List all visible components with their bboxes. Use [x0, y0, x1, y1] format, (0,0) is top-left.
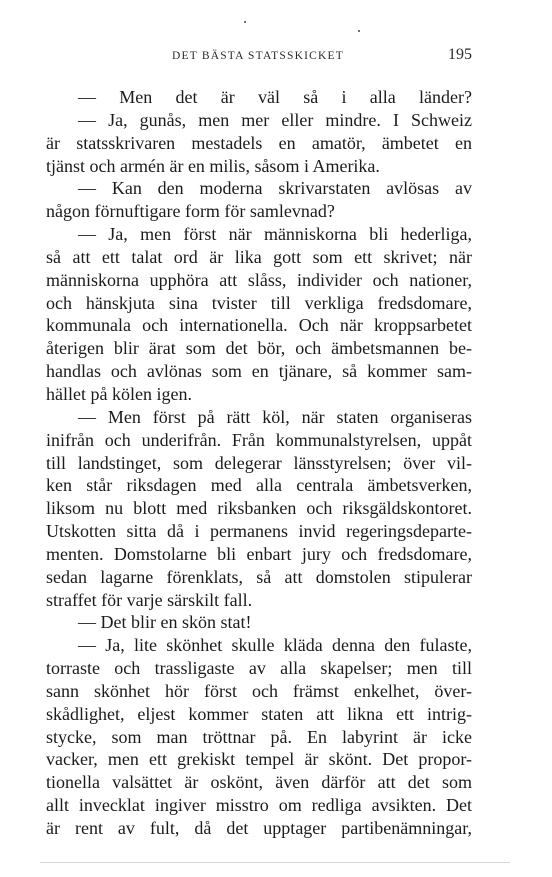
- text-line: inifrån och underifrån. Från kommunalstyrelsen, uppåt: [46, 429, 472, 450]
- text-line: — Ja, gunås, men mer eller mindre. I Schweiz: [78, 109, 472, 130]
- text-line: vacker, men ett grekiskt tempel är skönt. Det propor-: [46, 749, 472, 770]
- text-line: tionella valsättet är oskönt, även därför att det som: [46, 772, 472, 793]
- text-line: hället på kölen igen.: [46, 383, 192, 404]
- text-line: sann skönhet hör först och främst enkelhet, över-: [46, 680, 472, 701]
- body-text: [46, 86, 472, 840]
- text-line: — Men först på rätt köl, när staten organiseras: [78, 406, 472, 427]
- text-line: tjänst och armén är en milis, såsom i Amerika.: [46, 155, 380, 176]
- text-line: — Ja, lite skönhet skulle kläda denna den fulaste,: [78, 635, 472, 656]
- text-line: återigen blir ärat som det bör, och ämbetsmannen be-: [46, 338, 472, 359]
- text-line: torraste och trassligaste av alla skapelser; men till: [46, 658, 472, 679]
- text-line: ken står riksdagen med alla centrala ämbetsverken,: [46, 475, 472, 496]
- page-number: 195: [448, 46, 472, 63]
- text-line: straffet för varje särskilt fall.: [46, 589, 253, 610]
- text-line: är rent av fult, då det upptager partibenämningar,: [46, 818, 472, 838]
- running-head: DET BÄSTA STATSSKICKET: [172, 50, 344, 62]
- text-line: så att ett talat ord är lika gott som ett skrivet; när: [46, 246, 472, 267]
- text-line: människorna upphöra att slåss, individer och nationer,: [46, 269, 472, 290]
- text-line: sedan lagarne förenklats, så att domstolen stipulerar: [46, 566, 472, 587]
- text-line: är statsskrivaren mestadels en amatör, ämbetet en: [46, 132, 472, 153]
- text-line: menten. Domstolarne bli enbart jury och fredsdomare,: [46, 543, 472, 564]
- text-line: kommunala och internationella. Och när kroppsarbetet: [46, 315, 472, 336]
- text-line: och hänskjuta sina tvister till verkliga fredsdomare,: [46, 292, 472, 313]
- text-line: — Men det är väl så i alla länder?: [78, 87, 472, 107]
- text-line: handlas och avlönas som en tjänare, så kommer sam-: [46, 361, 472, 382]
- text-line: till landstinget, som delegerar länsstyrelsen; över vil-: [46, 452, 472, 473]
- text-line: någon förnuftigare form för samlevnad?: [46, 201, 335, 222]
- text-line: Utskotten sitta då i permanens invid regeringsdeparte-: [46, 521, 472, 542]
- text-line: — Det blir en skön stat!: [78, 612, 252, 633]
- text-line: skådlighet, eljest kommer staten att likna ett intrig-: [46, 703, 472, 724]
- text-line: allt invecklat ingiver misstro om redliga avsikten. Det: [46, 795, 472, 816]
- text-line: liksom nu blott med riksbanken och riksgäldskontoret.: [46, 498, 472, 519]
- text-line: stycke, som man tröttnar på. En labyrint är icke: [46, 726, 472, 747]
- text-line: — Kan den moderna skrivarstaten avlösas av: [78, 178, 472, 199]
- text-line: — Ja, men först när människorna bli hederliga,: [78, 224, 472, 245]
- page-bottom-edge: [40, 862, 510, 863]
